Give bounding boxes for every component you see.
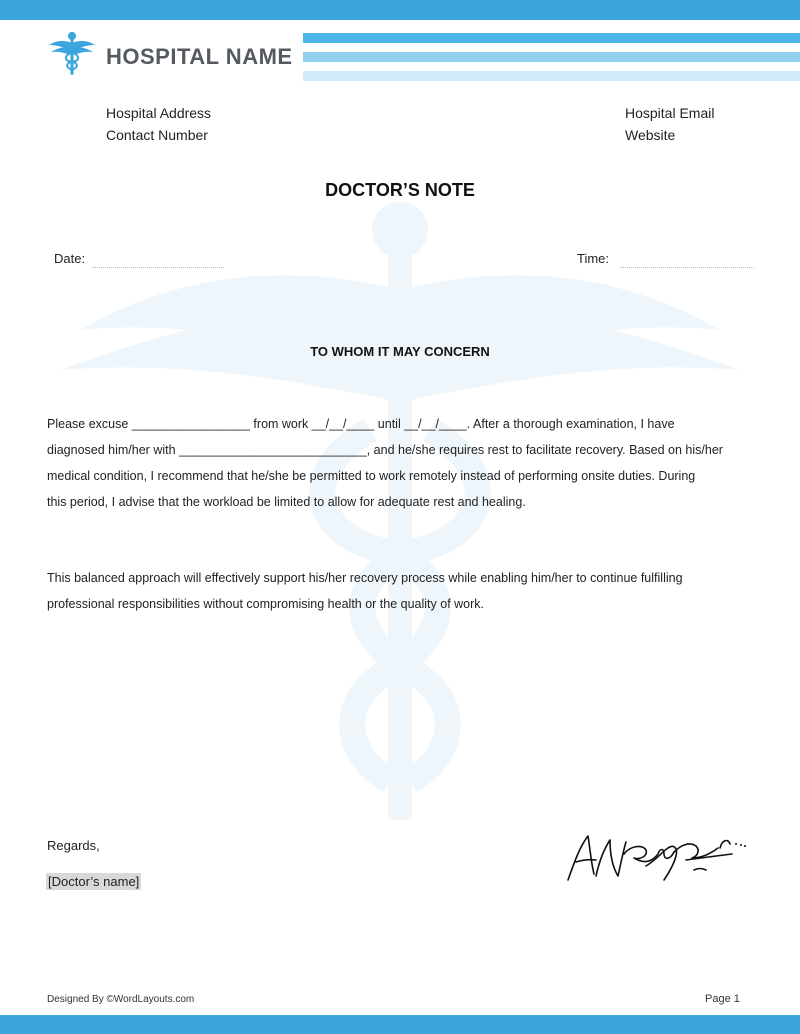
- page-number: Page 1: [705, 993, 740, 1005]
- doctor-name-field[interactable]: [Doctor’s name]: [48, 874, 140, 889]
- paragraph-line: Please excuse _________________ from work __/__/____ until __/__/____. After a thorough examination, I have: [47, 417, 675, 431]
- bottom-accent-bar: [0, 1015, 800, 1034]
- salutation: TO WHOM IT MAY CONCERN: [310, 344, 490, 359]
- header-stripe: [303, 71, 800, 81]
- date-field[interactable]: [92, 266, 224, 268]
- header-stripe: [303, 33, 800, 43]
- paragraph-line: professional responsibilities without compromising health or the quality of work.: [47, 597, 485, 611]
- paragraph-line: This balanced approach will effectively support his/her recovery process while enabling him/her to continue fulfilling: [47, 571, 683, 585]
- body-paragraph-2: [47, 565, 757, 617]
- document-title: DOCTOR’S NOTE: [325, 180, 475, 200]
- paragraph-line: diagnosed him/her with ___________________________, and he/she requires rest to facilitate recovery. Based on his/her: [47, 443, 723, 457]
- signature-icon: [560, 818, 750, 888]
- caduceus-icon: [48, 30, 96, 78]
- date-label: Date:: [54, 251, 86, 266]
- closing: Regards,: [47, 838, 100, 853]
- hospital-email: Hospital Email: [625, 105, 715, 121]
- footer-credit: Designed By ©WordLayouts.com: [47, 994, 195, 1005]
- caduceus-watermark-icon: [60, 200, 740, 840]
- time-field[interactable]: [620, 266, 754, 268]
- hospital-name: HOSPITAL NAME: [106, 44, 293, 69]
- top-accent-bar: [0, 0, 800, 20]
- hospital-website: Website: [625, 127, 676, 143]
- time-label: Time:: [577, 251, 610, 266]
- body-paragraph-1: [47, 411, 757, 515]
- contact-number: Contact Number: [106, 127, 208, 143]
- paragraph-line: medical condition, I recommend that he/she be permitted to work remotely instead of performing onsite duties. During: [47, 469, 696, 483]
- paragraph-line: this period, I advise that the workload be limited to allow for adequate rest and healing.: [47, 495, 526, 509]
- hospital-address: Hospital Address: [106, 105, 212, 121]
- header-stripe: [303, 52, 800, 62]
